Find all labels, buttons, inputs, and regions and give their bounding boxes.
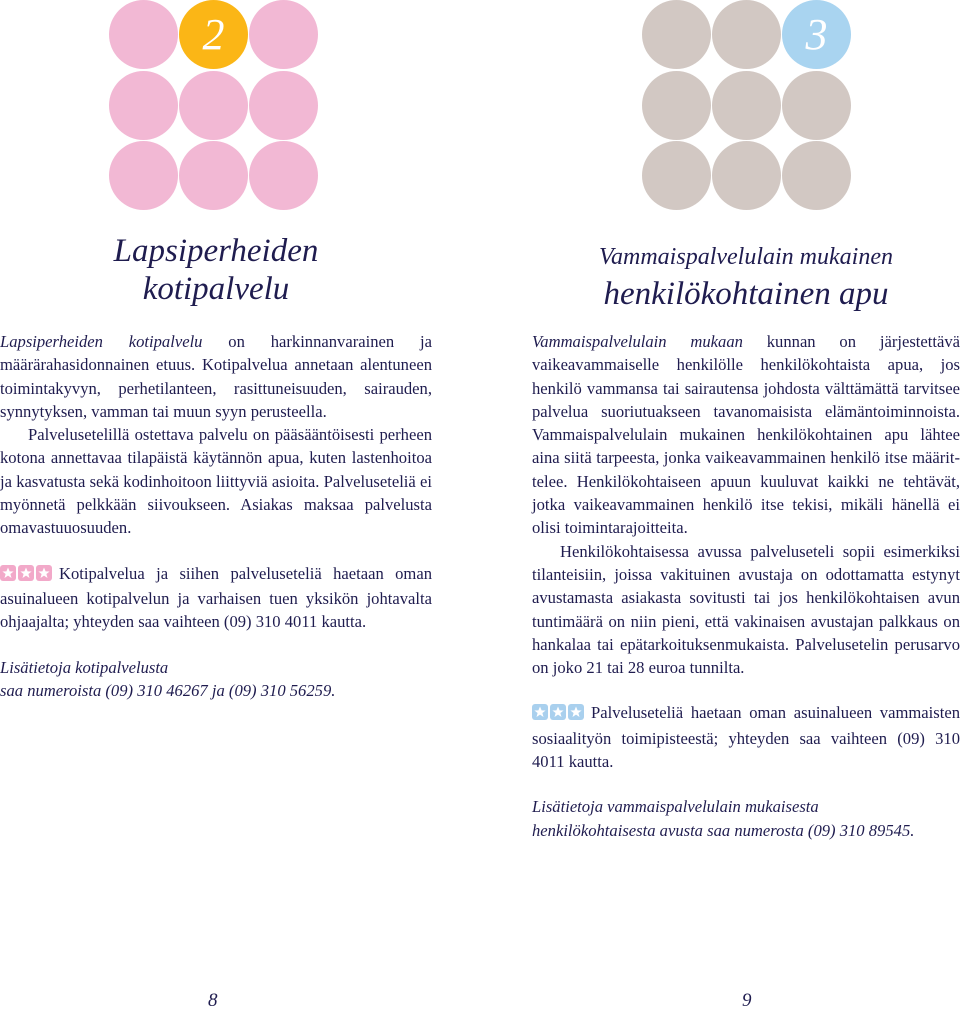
page-title bbox=[532, 242, 960, 314]
dot bbox=[109, 71, 178, 140]
right-body bbox=[532, 330, 960, 842]
paragraph-text: Kotipalvelua ja siihen palveluseteliä haetaan oman asuinalueen kotipalvelun ja varhaisen tuen yksikön johtavalta ohjaajalta; yhteyden saa vaihteen (09) 310 4011 kautta. bbox=[0, 563, 432, 632]
badge-number: 2 bbox=[202, 10, 225, 59]
right-dot-grid bbox=[642, 0, 852, 212]
paragraph-lead: Vammaispalvelulain mukaan bbox=[532, 332, 743, 351]
star-box-icon bbox=[550, 704, 566, 720]
dot bbox=[249, 71, 318, 140]
dot bbox=[782, 71, 851, 140]
dot bbox=[179, 141, 248, 210]
paragraph-text: Palveluseteliä haetaan oman asuinalueen vammaisten sosiaalityön toimipisteestä; yhteyden saa vaihteen (09) 310 4011 kautta. bbox=[532, 703, 960, 772]
info-line-2: saa numeroista (09) 310 46267 ja (09) 310 56259. bbox=[0, 680, 336, 700]
paragraph bbox=[0, 330, 432, 423]
page-number: 9 bbox=[742, 990, 752, 1011]
title-line-2: kotipalvelu bbox=[142, 271, 290, 307]
left-dot-grid bbox=[109, 0, 319, 212]
paragraph-lead: Lapsiperheiden kotipalvelu bbox=[0, 332, 203, 351]
info-note bbox=[0, 656, 432, 703]
paragraph bbox=[532, 330, 960, 540]
dot bbox=[249, 0, 318, 69]
info-note bbox=[532, 795, 960, 842]
info-line-1: Lisätietoja vammaispalvelulain mukaisesta bbox=[532, 797, 819, 817]
paragraph: Palvelusetelillä ostettava palvelu on pääsääntöisesti perheen kotona annettavaa tilapäistä käytännön apua, kuten lastenhoitoa ja kasvatusta sekä kodinhoitoon liittyviä asioita. Palveluseteliä ei myönnetä pelkkään siivoukseen. Asiakas maksaa palvelusta omavastuuosuuden. bbox=[0, 425, 432, 538]
dot bbox=[642, 141, 711, 210]
badge-number: 3 bbox=[805, 10, 828, 59]
badge-dot bbox=[782, 0, 851, 69]
info-line-1: Lisätietoja kotipalvelusta bbox=[0, 657, 169, 677]
star-icons bbox=[0, 564, 54, 587]
info-line-2: henkilökohtaisesta avusta saa numerosta (09) 310 89545. bbox=[532, 820, 915, 840]
dot bbox=[249, 141, 318, 210]
paragraph-with-icons bbox=[532, 701, 960, 773]
dot bbox=[109, 0, 178, 69]
dot bbox=[109, 141, 178, 210]
paragraph-text: kunnan on järjestettävä vaikeavammaiselle henkilölle henkilökohtaista apua, jos henkilö vammansa tai sairautensa johdosta välttämättä tarvitsee palvelua suoriutuakseen tavanomaisista elämäntoiminnoista. Vammaispalvelulain mukainen henkilökohtainen apu lähtee aina siitä tarpeesta, jonka vaikeavammainen henkilö itse määrittelee. Henkilökohtaiseen apuun kuuluvat kaikki ne tehtävät, jotka vaikeavammainen henkilö itse tekisi, mikäli hänellä ei olisi toimintarajoitteita. bbox=[532, 332, 960, 538]
dot bbox=[642, 0, 711, 69]
paragraph-with-icons bbox=[0, 562, 432, 634]
star-box-icon bbox=[36, 565, 52, 581]
dot bbox=[782, 141, 851, 210]
title-mainline: henkilökohtainen apu bbox=[603, 276, 889, 312]
dot bbox=[712, 141, 781, 210]
star-box-icon bbox=[0, 565, 16, 581]
paragraph-text: on harkinnanvarainen ja määrärahasidonnainen etuus. Kotipalvelua annetaan alentuneen toimintakyvyn, perhetilanteen, rasittuneisuuden, sairauden, synnytyksen, vamman tai muun syyn perusteella. bbox=[0, 332, 432, 421]
page-number: 8 bbox=[208, 990, 218, 1011]
title-line-1: Lapsiperheiden bbox=[113, 233, 319, 269]
star-box-icon bbox=[568, 704, 584, 720]
dot bbox=[712, 0, 781, 69]
title-subline: Vammaispalvelulain mukainen bbox=[599, 244, 893, 270]
paragraph: Henkilökohtaisessa avussa palveluseteli sopii esimerkiksi tilanteisiin, joissa vakituinen avustaja on odottamatta estynyt avustamasta asiakasta sovitusti tai jos henkilökohtaisen avun tuntimäärä on niin pieni, että vakinaisen avustajan palkkaus on hankalaa tai epätarkoituksenmukaista. Palvelusetelin perusarvo on joko 21 tai 28 euroa tunnilta. bbox=[532, 541, 960, 678]
dot bbox=[642, 71, 711, 140]
star-box-icon bbox=[532, 704, 548, 720]
dot bbox=[712, 71, 781, 140]
page-title bbox=[0, 232, 432, 308]
star-box-icon bbox=[18, 565, 34, 581]
left-body bbox=[0, 330, 432, 702]
badge-dot bbox=[179, 0, 248, 69]
star-icons bbox=[532, 703, 586, 726]
dot bbox=[179, 71, 248, 140]
